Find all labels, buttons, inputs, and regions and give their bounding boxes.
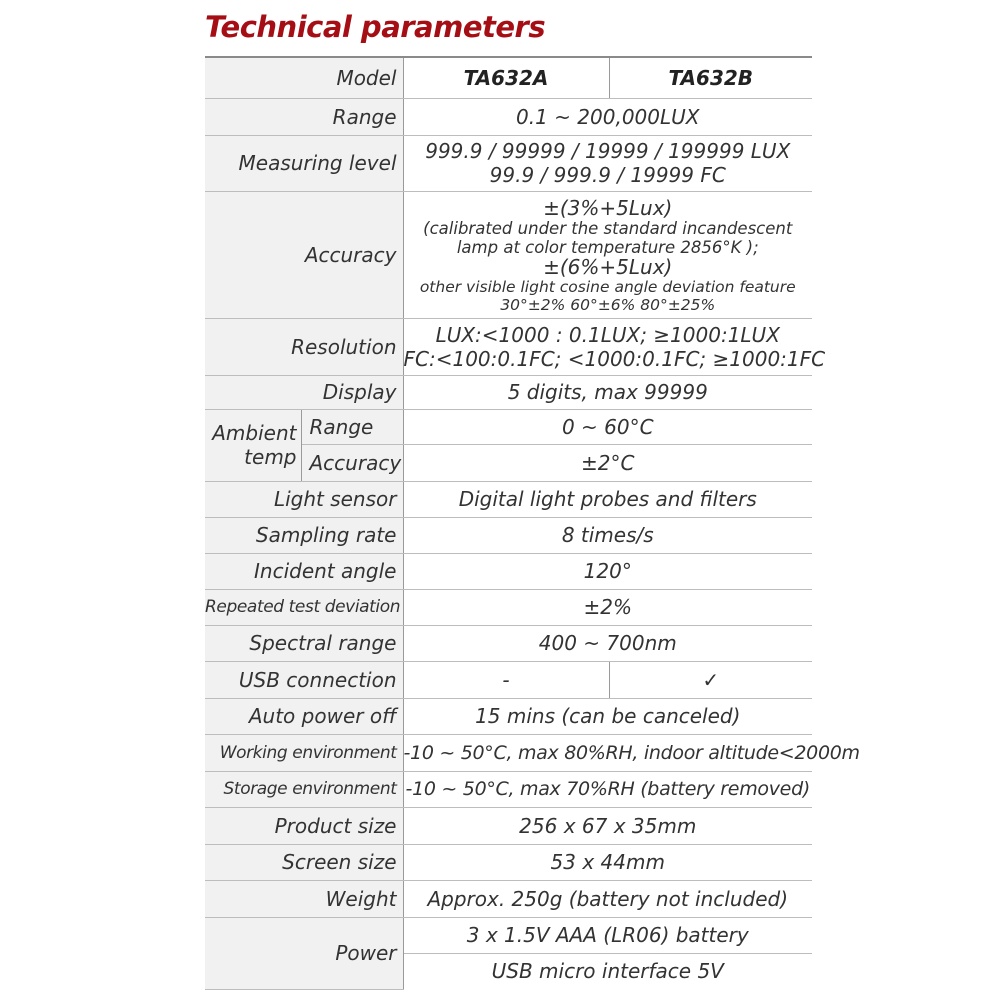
- repeated-test-value: ±2%: [403, 589, 812, 625]
- product-size-value: 256 x 67 x 35mm: [403, 807, 812, 844]
- measuring-level-line1: 999.9 / 99999 / 19999 / 199999 LUX: [425, 139, 791, 163]
- power-label: Power: [205, 917, 403, 989]
- table-row-power-1: [205, 917, 812, 953]
- table-row-auto-power-off: [205, 698, 812, 734]
- auto-power-off-label: Auto power off: [205, 698, 403, 734]
- measuring-level-label: Measuring level: [205, 135, 403, 191]
- weight-label: Weight: [205, 880, 403, 917]
- spectral-range-value: 400 ~ 700nm: [403, 625, 812, 661]
- model-ta632a: TA632A: [403, 58, 609, 98]
- accuracy-label: Accuracy: [205, 191, 403, 318]
- power-value-1: 3 x 1.5V AAA (LR06) battery: [403, 917, 812, 953]
- usb-connection-ta632a: -: [403, 661, 609, 698]
- table-row-light-sensor: [205, 481, 812, 517]
- ambient-temp-label-line1: Ambient: [212, 421, 297, 445]
- accuracy-line3: lamp at color temperature 2856°K );: [456, 237, 759, 257]
- incident-angle-label: Incident angle: [205, 553, 403, 589]
- incident-angle-value: 120°: [403, 553, 812, 589]
- table-row-weight: [205, 880, 812, 917]
- table-row-spectral-range: [205, 625, 812, 661]
- power-value-2: USB micro interface 5V: [403, 953, 812, 989]
- table-row-incident-angle: [205, 553, 812, 589]
- model-ta632b: TA632B: [609, 58, 812, 98]
- light-sensor-value: Digital light probes and filters: [403, 481, 812, 517]
- table-row-usb-connection: [205, 661, 812, 698]
- table-row-header: [205, 58, 812, 98]
- measuring-level-value: [403, 135, 812, 191]
- table-row-resolution: [205, 318, 812, 375]
- accuracy-line4: ±(6%+5Lux): [543, 254, 673, 279]
- light-sensor-label: Light sensor: [205, 481, 403, 517]
- resolution-line2: FC:<100:0.1FC; <1000:0.1FC; ≥1000:1FC: [403, 346, 826, 371]
- spectral-range-label: Spectral range: [205, 625, 403, 661]
- sampling-rate-label: Sampling rate: [205, 517, 403, 553]
- accuracy-line6: 30°±2% 60°±6% 80°±25%: [500, 295, 716, 314]
- screen-size-value: 53 x 44mm: [403, 844, 812, 880]
- display-label: Display: [205, 375, 403, 409]
- table-row-repeated-test: [205, 589, 812, 625]
- ambient-temp-label-line2: temp: [244, 445, 297, 469]
- working-env-value: -10 ~ 50°C, max 80%RH, indoor altitude<2000m: [403, 734, 812, 771]
- accuracy-value: [403, 191, 812, 318]
- accuracy-line1: ±(3%+5Lux): [543, 195, 673, 220]
- range-value: 0.1 ~ 200,000LUX: [403, 98, 812, 135]
- usb-connection-ta632b: ✓: [609, 661, 812, 698]
- resolution-value: [403, 318, 826, 375]
- measuring-level-line2: 99.9 / 999.9 / 19999 FC: [489, 163, 726, 187]
- storage-env-value: -10 ~ 50°C, max 70%RH (battery removed): [403, 771, 812, 807]
- table-row-measuring-level: [205, 135, 812, 191]
- auto-power-off-value: 15 mins (can be canceled): [403, 698, 812, 734]
- ambient-temp-label: [205, 409, 301, 481]
- display-value: 5 digits, max 99999: [403, 375, 812, 409]
- table-row-screen-size: [205, 844, 812, 880]
- weight-value: Approx. 250g (battery not included): [403, 880, 812, 917]
- accuracy-line5: other visible light cosine angle deviation feature: [419, 277, 796, 296]
- range-label: Range: [205, 98, 403, 135]
- sampling-rate-value: 8 times/s: [403, 517, 812, 553]
- screen-size-label: Screen size: [205, 844, 403, 880]
- product-size-label: Product size: [205, 807, 403, 844]
- ambient-accuracy-label: Accuracy: [301, 444, 403, 481]
- ambient-accuracy-value: ±2°C: [403, 444, 812, 481]
- header-label: Model: [205, 58, 403, 98]
- table-row-sampling-rate: [205, 517, 812, 553]
- table-row-display: [205, 375, 812, 409]
- resolution-line1: LUX:<1000 : 0.1LUX; ≥1000:1LUX: [435, 322, 780, 347]
- repeated-test-label: Repeated test deviation: [205, 589, 403, 625]
- resolution-label: Resolution: [205, 318, 403, 375]
- usb-connection-label: USB connection: [205, 661, 403, 698]
- table-row-accuracy: [205, 191, 812, 318]
- page-title: Technical parameters: [205, 10, 546, 44]
- table-row-working-environment: [205, 734, 812, 771]
- storage-env-label: Storage environment: [205, 771, 403, 807]
- ambient-range-value: 0 ~ 60°C: [403, 409, 812, 444]
- table-row-product-size: [205, 807, 812, 844]
- table-row-ambient-range: [205, 409, 812, 444]
- accuracy-line2: (calibrated under the standard incandescent: [423, 218, 793, 238]
- spec-table: [205, 58, 860, 990]
- working-env-label: Working environment: [205, 734, 403, 771]
- ambient-range-label: Range: [301, 409, 403, 444]
- table-row-range: [205, 98, 812, 135]
- table-row-storage-environment: [205, 771, 812, 807]
